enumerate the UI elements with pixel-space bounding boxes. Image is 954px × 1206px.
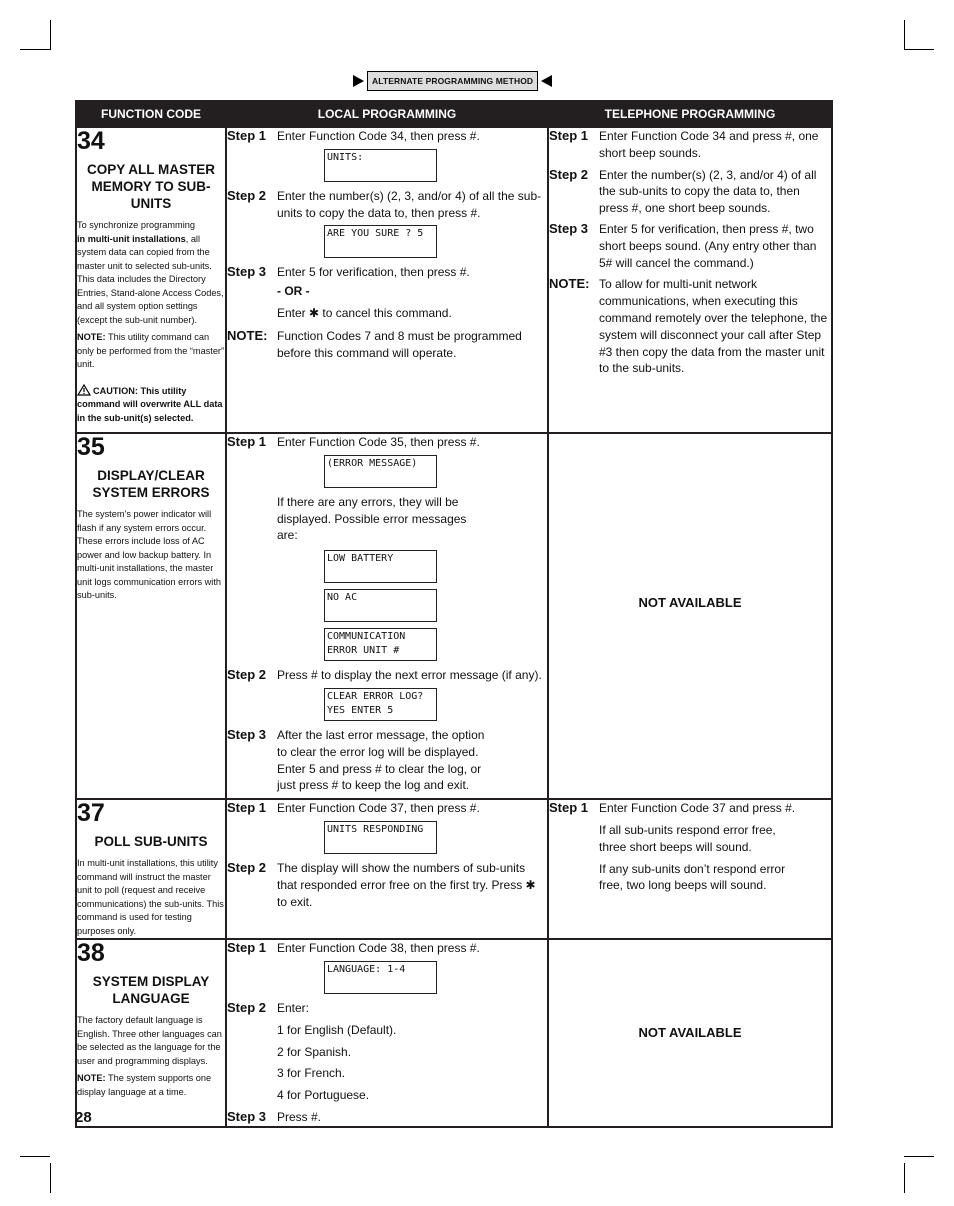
caution-note [77, 384, 225, 426]
crop-mark [904, 49, 934, 50]
step-text: Enter Function Code 34 and press #, one short beep sounds. [599, 129, 819, 160]
step-label: Step 2 [549, 166, 589, 182]
section-banner [353, 70, 552, 92]
step-label: Step 2 [227, 859, 267, 875]
step [227, 328, 547, 362]
step-text: The display will show the numbers of sub-units that responded error free on the first try. Press ✱ to exit. [277, 860, 536, 909]
step-text: Enter the number(s) (2, 3, and/or 4) of all the sub-units to copy the data to, then press #. [277, 188, 542, 220]
not-available-label: NOT AVAILABLE [638, 595, 742, 610]
step-label: Step 1 [227, 128, 267, 143]
table-row [76, 799, 832, 939]
function-number: 37 [77, 799, 105, 828]
step-label: Step 3 [227, 726, 267, 742]
crop-mark [50, 1163, 51, 1193]
telephone-cell-35 [548, 433, 832, 799]
banner-label: ALTERNATE PROGRAMMING METHOD [367, 71, 538, 91]
step [227, 860, 547, 910]
option-text: 2 for Spanish. [277, 1044, 352, 1059]
lcd-display: UNITS RESPONDING [324, 821, 437, 854]
lcd-display: CLEAR ERROR LOG? YES ENTER 5 [324, 688, 437, 721]
local-cell-34 [226, 127, 548, 433]
step [227, 800, 547, 817]
table-row [76, 433, 832, 799]
cancel-text: Enter ✱ to cancel this command. [277, 305, 452, 320]
local-cell-38 [226, 939, 548, 1127]
lcd-display: ARE YOU SURE ? 5 [324, 225, 437, 258]
function-cell-35 [76, 433, 226, 799]
note-label: NOTE: [77, 332, 106, 342]
function-cell-38 [76, 939, 226, 1127]
table-header-row [76, 101, 832, 127]
local-cell-35 [226, 433, 548, 799]
step-text: Enter Function Code 37, then press #. [277, 801, 480, 816]
crop-mark [904, 1163, 905, 1193]
lcd-display: LOW BATTERY [324, 550, 437, 583]
header-local-programming: LOCAL PROGRAMMING [226, 101, 548, 127]
step-text: Press #. [277, 1109, 322, 1124]
function-description [77, 219, 225, 372]
crop-mark [20, 1156, 50, 1157]
step-label: Step 2 [227, 667, 267, 683]
crop-mark [904, 1156, 934, 1157]
step [227, 188, 547, 222]
page-number: 28 [75, 1109, 92, 1126]
lcd-display: NO AC [324, 589, 437, 622]
step-label: Step 3 [227, 264, 267, 280]
function-title: POLL SUB-UNITS [94, 834, 208, 850]
not-available-label: NOT AVAILABLE [638, 1025, 742, 1041]
lcd-display: (ERROR MESSAGE) [324, 455, 437, 488]
lcd-display: COMMUNICATION ERROR UNIT # [324, 628, 437, 661]
telephone-cell-37 [548, 799, 832, 939]
function-title: COPY ALL MASTER MEMORY TO SUB-UNITS [86, 162, 215, 211]
function-cell-37 [76, 799, 226, 939]
note-label: NOTE: [77, 1073, 106, 1084]
step-label: Step 2 [227, 999, 267, 1015]
function-title: SYSTEM DISPLAY LANGUAGE [92, 974, 210, 1007]
step [549, 221, 831, 271]
arrow-right-icon [353, 75, 364, 87]
step [549, 276, 831, 377]
note-label: NOTE: [227, 327, 268, 343]
step-label: Step 1 [227, 800, 267, 816]
or-text: - OR - [277, 284, 310, 299]
crop-mark [904, 20, 905, 50]
step [549, 128, 831, 162]
step-text: Enter 5 for verification, then press #. [277, 265, 470, 280]
step-label: Step 2 [227, 187, 267, 203]
step-text: Enter Function Code 38, then press #. [277, 941, 480, 956]
step-label: Step 1 [549, 800, 589, 816]
step-text: Enter the number(s) (2, 3, and/or 4) of all the sub-units to copy the data to, then press #, one short beep sounds. [599, 167, 817, 216]
lcd-display: UNITS: [324, 149, 437, 182]
step-text: Press # to display the next error message (if any). [277, 668, 542, 683]
option-text: 3 for French. [277, 1066, 346, 1081]
crop-mark [50, 20, 51, 50]
function-title: DISPLAY/CLEAR SYSTEM ERRORS [92, 468, 210, 500]
step [549, 167, 831, 217]
function-description: The system’s power indicator will flash if any system errors occur. These errors include loss of AC power and low backup battery. In multi-unit installations, the master unit logs communication errors with sub-units. [77, 509, 221, 600]
step-label: Step 3 [227, 1108, 267, 1124]
caution-text: CAUTION: This utility command will overwrite ALL data in the sub-unit(s) selected. [77, 385, 223, 423]
function-description: In multi-unit installations, this utility command will instruct the master unit to poll (request and receive communications) the sub-units. This command is used for testing purposes only. [77, 858, 224, 936]
step [227, 434, 547, 451]
paragraph: If all sub-units respond error free, three short beeps will sound. [599, 822, 776, 854]
paragraph: If there are any errors, they will be displayed. Possible error messages are: [277, 494, 467, 543]
note-text: This utility command can only be performed from the “master” unit. [77, 332, 225, 369]
desc-text: To synchronize programming [77, 220, 195, 230]
step [227, 1000, 547, 1017]
desc-bold: in multi-unit installations [77, 233, 186, 244]
step-text: Enter: [277, 1000, 310, 1015]
telephone-cell-34 [548, 127, 832, 433]
step [227, 727, 547, 794]
step [227, 1109, 547, 1126]
desc-text: , all system data can copied from the master unit to selected sub-units. This data includes the Directory Entries, Stand-alone Access Codes, and all system option settings (except the sub-unit number). [77, 233, 224, 325]
arrow-left-icon [541, 75, 552, 87]
header-telephone-programming: TELEPHONE PROGRAMMING [548, 101, 832, 127]
desc-text: The factory default language is English. Three other languages can be selected as the language for the user and programming displays. [77, 1015, 222, 1066]
paragraph: If any sub-units don’t respond error free, two long beeps will sound. [599, 861, 786, 893]
crop-mark [20, 49, 50, 50]
step [227, 940, 547, 957]
warning-icon [77, 384, 91, 396]
step-text: Enter Function Code 37 and press #. [599, 801, 796, 816]
step [227, 264, 547, 281]
note-text: Function Codes 7 and 8 must be programmed before this command will operate. [277, 328, 522, 360]
note-label: NOTE: [549, 276, 590, 292]
function-cell-34 [76, 127, 226, 433]
step [227, 128, 547, 145]
step-text: After the last error message, the option to clear the error log will be displayed. Enter 5 and press # to clear the log, or just press # to keep the log and exit. [277, 727, 485, 793]
note-text: The system supports one display language at a time. [77, 1073, 212, 1097]
step-text: Enter Function Code 35, then press #. [277, 435, 480, 449]
note-text: To allow for multi-unit network communications, when executing this command remotely over the telephone, the system will disconnect your call after Step #3 then copy the data from the master unit to the sub-units. [599, 277, 828, 376]
option-text: 4 for Portuguese. [277, 1088, 370, 1103]
telephone-cell-38 [548, 939, 832, 1127]
step-text: Enter 5 for verification, then press #, two short beeps sound. (Any entry other than 5# will cancel the command.) [599, 221, 817, 270]
option-text: 1 for English (Default). [277, 1022, 397, 1037]
function-number: 34 [77, 127, 105, 155]
step-label: Step 3 [549, 220, 589, 236]
step-label: Step 1 [227, 434, 267, 449]
step [549, 800, 831, 817]
programming-table [75, 100, 833, 1128]
step [227, 667, 547, 684]
step-label: Step 1 [227, 940, 267, 956]
lcd-display: LANGUAGE: 1-4 [324, 961, 437, 994]
table-row [76, 939, 832, 1127]
step-text: Enter Function Code 34, then press #. [277, 129, 480, 143]
local-cell-37 [226, 799, 548, 939]
function-number: 35 [77, 433, 105, 461]
table-row [76, 127, 832, 433]
header-function-code: FUNCTION CODE [76, 101, 226, 127]
step-label: Step 1 [549, 128, 589, 143]
function-number: 38 [77, 939, 105, 968]
function-description [77, 1014, 225, 1099]
